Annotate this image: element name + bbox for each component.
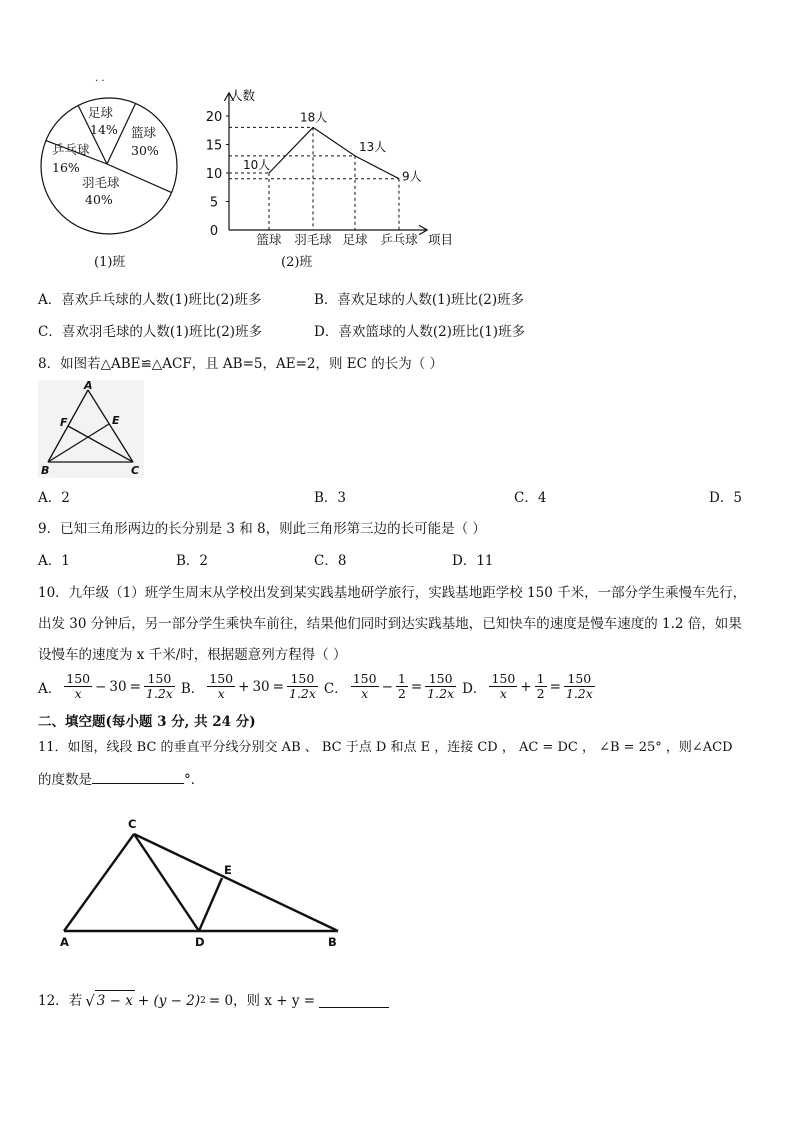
q8-stem: 8．如图若△ABE≌△ACF，且 AB=5，AE=2，则 EC 的长为（ ）	[38, 356, 444, 372]
pie-slice-pct: 40%	[85, 192, 113, 207]
x-category-label: 羽毛球	[294, 232, 332, 247]
x-category-label: 乒乓球	[380, 232, 418, 247]
q8-option-a: A．2	[38, 490, 70, 506]
x-category-label: 足球	[342, 232, 368, 247]
q11-label-d: D	[195, 935, 205, 949]
pie-slice-pct: 16%	[52, 160, 80, 175]
q12-answer-blank	[319, 993, 389, 1008]
pie-chart	[30, 88, 200, 248]
point-label: 18人	[300, 110, 328, 125]
q8-option-d: D．5	[709, 490, 742, 506]
q10-line-1: 10．九年级（1）班学生周末从学校出发到某实践基地研学旅行，实践基地距学校 150 千米，一部分学生乘慢车先行，	[38, 585, 747, 601]
q7-option-a: A．喜欢乒乓球的人数(1)班比(2)班多	[38, 292, 262, 308]
pie-slice-label: 篮球	[131, 125, 157, 140]
pie-slice-label: 乒乓球	[52, 142, 90, 157]
sqrt-icon: √	[85, 991, 95, 1010]
q8-figure	[38, 380, 144, 478]
q9-stem: 9．已知三角形两边的长分别是 3 和 8，则此三角形第三边的长可能是（ ）	[38, 521, 486, 537]
q11-label-e: E	[224, 863, 232, 877]
y-tick-label: 0	[209, 224, 219, 239]
q10-options	[38, 672, 595, 701]
q7-option-b: B．喜欢足球的人数(1)班比(2)班多	[314, 292, 525, 308]
q11-answer-blank	[92, 783, 184, 784]
q9-option-b: B．2	[176, 553, 209, 569]
section-2-title: 二、填空题(每小题 3 分, 共 24 分)	[38, 714, 256, 730]
q10-line-2: 出发 30 分钟后，另一部分学生乘快车前往，结果他们同时到达实践基地，已知快车的速度是慢车速度的 1.2 倍，如果	[38, 616, 742, 632]
q8-label-f: F	[60, 416, 68, 429]
q8-label-a: A	[84, 380, 93, 392]
q9-option-a: A．1	[38, 553, 70, 569]
q9-option-d: D．11	[452, 553, 494, 569]
q11-label-a: A	[60, 935, 69, 949]
point-label: 10人	[243, 158, 271, 172]
q10-option-b: B． $\frac{150}{x}$ + 30 = $\frac{150}{1.2x}$	[180, 671, 316, 701]
line-chart	[196, 84, 466, 260]
q10-option-d: D． $\frac{150}{x}$ + $\frac{1}{2}$ = $\frac{150}{1.2x}$	[462, 671, 593, 701]
q11-figure	[50, 812, 350, 952]
pie-caption: (1)班	[94, 255, 126, 270]
q12: 12．若 √ 3 − x + (y − 2) 2 = 0，则 x + y =	[38, 990, 389, 1011]
q11-line-2: 的度数是 °．	[38, 772, 205, 788]
q8-option-c: C．4	[514, 490, 547, 506]
point-label: 13人	[359, 139, 387, 154]
q8-label-b: B	[41, 464, 50, 477]
y-tick-label: 10	[205, 167, 223, 182]
q7-option-d: D．喜欢篮球的人数(2)班比(1)班多	[314, 324, 526, 340]
x-category-label: 篮球	[256, 232, 282, 247]
q11-line-1: 11．如图，线段 BC 的垂直平分线分别交 AB 、 BC 于点 D 和点 E ，连接 CD ， AC = DC ， ∠B = 25° ，则∠ACD	[38, 740, 733, 755]
q11-label-c: C	[128, 817, 137, 831]
y-tick-label: 5	[209, 195, 219, 211]
q11-label-b: B	[328, 935, 337, 949]
y-axis-label: 人数	[230, 88, 256, 103]
y-tick-label: 15	[205, 138, 223, 154]
y-tick-label: 20	[205, 110, 223, 125]
x-axis-label: 项目	[428, 232, 454, 247]
q10-option-a: A． $\frac{150}{x}$ − 30 = $\frac{150}{1.2x}$	[38, 671, 173, 701]
q10-line-3: 设慢车的速度为 x 千米/时，根据题意列方程得（ ）	[38, 647, 347, 663]
q8-option-b: B．3	[314, 490, 347, 506]
q10-option-c: C． $\frac{150}{x}$ − $\frac{1}{2}$ = $\frac{150}{1.2x}$	[323, 671, 455, 701]
q8-label-c: C	[131, 464, 140, 477]
pie-slice-pct: 30%	[131, 143, 159, 158]
pie-top-marks: · ·	[95, 76, 105, 87]
q8-label-e: E	[112, 414, 120, 427]
pie-slice-label: 足球	[88, 105, 114, 120]
pie-slice-label: 羽毛球	[82, 175, 120, 190]
q9-option-c: C．8	[314, 553, 347, 569]
line-chart-caption: (2)班	[281, 255, 313, 270]
pie-slice-pct: 14%	[90, 122, 118, 137]
point-label: 9人	[402, 169, 422, 184]
q7-option-c: C．喜欢羽毛球的人数(1)班比(2)班多	[38, 324, 263, 340]
